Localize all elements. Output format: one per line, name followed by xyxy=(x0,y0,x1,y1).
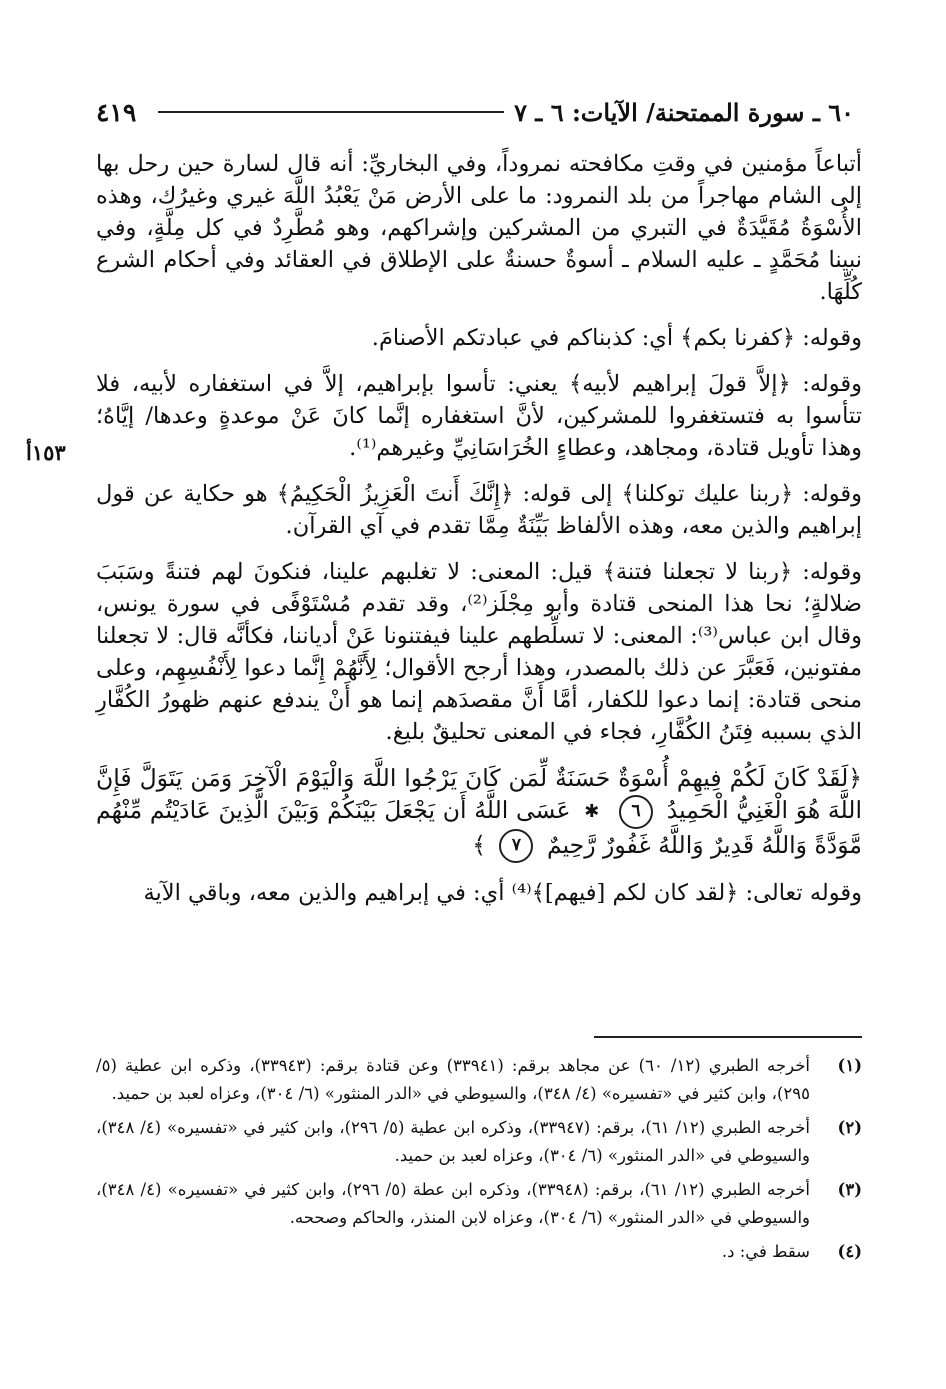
quran-verse xyxy=(96,762,862,863)
verse-text-7: عَسَى اللَّهُ أَن يَجْعَلَ بَيْنَكُمْ وَبَيْنَ الَّذِينَ عَادَيْتُم مِّنْهُم مَّوَدَّةً وَاللَّهُ قَدِيرٌ وَاللَّهُ غَفُورٌ رَّحِيمٌ xyxy=(96,796,862,859)
footnote-number: (٢) xyxy=(837,1118,862,1137)
footnote xyxy=(96,1052,862,1108)
manuscript-folio-marker: ١٥٣أ xyxy=(26,440,66,465)
footnote-number: (٣) xyxy=(837,1180,862,1199)
verse-text-6: ﴿لَقَدْ كَانَ لَكُمْ فِيهِمْ أُسْوَةٌ حَسَنَةٌ لِّمَن كَانَ يَرْجُوا اللَّهَ وَالْيَوْمَ الْآخِرَ وَمَن يَتَوَلَّ فَإِنَّ اللَّهَ هُوَ الْغَنِيُّ الْحَمِيدُ xyxy=(96,764,863,824)
paragraph: وقوله: ﴿إلاَّ قولَ إبراهيم لأبيه﴾ يعني: تأسوا بإبراهيم، إلاَّ في استغفاره لأبيه، فلا تتأسوا به فتستغفروا للمشركين، لأنَّ استغفاره إنَّما كانَ عَنْ موعدةٍ وعدها/ إيَّاهُ؛ وهذا تأويل قتادة، ومجاهد، وعطاءٍ الخُرَاسَانِيِّ وغيرهم⁽¹⁾. xyxy=(96,371,862,461)
footnote-text: أخرجه الطبري (١٢/ ٦٠) عن مجاهد برقم: (٣٣٩٤١) وعن قتادة برقم: (٣٣٩٤٣)، وذكره ابن عطية (٥/ ٢٩٥)، وابن كثير في «تفسيره» (٤/ ٣٤٨)، والسيوطي في «الدر المنثور» (٦/ ٣٠٤)، وعزاه لعبد بن حميد. xyxy=(96,1056,810,1103)
verse-number-marker: ٦ xyxy=(619,795,653,829)
footnote-number: (٤) xyxy=(837,1242,862,1261)
paragraph: وقوله: ﴿كفرنا بكم﴾ أي: كذبناكم في عبادتكم الأصنامَ. xyxy=(371,325,862,351)
verse-close-bracket: ﴾ xyxy=(472,830,486,859)
footnote-text: أخرجه الطبري (١٢/ ٦١)، برقم: (٣٣٩٤٧)، وذكره ابن عطية (٥/ ٢٩٦)، وابن كثير في «تفسيره» (٤/ ٣٤٨)، والسيوطي في «الدر المنثور» (٦/ ٣٠٤)، وعزاه لعبد بن حميد. xyxy=(96,1118,811,1165)
verse-separator-icon: ✱ xyxy=(584,800,600,822)
footnote-text: سقط في: د. xyxy=(721,1242,810,1261)
footnote xyxy=(96,1114,862,1170)
main-text xyxy=(96,148,862,923)
footnote xyxy=(96,1176,862,1232)
footnote-separator xyxy=(594,1036,862,1038)
footnote-number: (١) xyxy=(837,1056,862,1075)
paragraph: وقوله تعالى: ﴿لقد كان لكم [فيهم]﴾⁽⁴⁾ أي: في إبراهيم والذين معه، وباقي الآية xyxy=(143,880,862,906)
running-header xyxy=(96,92,854,132)
verse-number-marker: ٧ xyxy=(499,829,533,863)
footnote xyxy=(96,1238,862,1266)
paragraph: وقوله: ﴿ربنا عليك توكلنا﴾ إلى قوله: ﴿إِنَّكَ أَنتَ الْعَزِيزُ الْحَكِيمُ﴾ هو حكاية عن قول إبراهيم والذين معه، وهذه الألفاظ بَيِّنَةٌ مِمَّا تقدم في آي القرآن. xyxy=(96,481,862,539)
footnotes xyxy=(96,1052,862,1272)
page-number: ٤١٩ xyxy=(96,97,137,127)
footnote-text: أخرجه الطبري (١٢/ ٦١)، برقم: (٣٣٩٤٨)، وذكره ابن عطة (٥/ ٢٩٦)، وابن كثير في «تفسيره» (٤/ ٣٤٨)، والسيوطي في «الدر المنثور» (٦/ ٣٠٤)، وعزاه لابن المنذر، والحاكم وصححه. xyxy=(96,1180,811,1227)
header-rule xyxy=(158,111,504,113)
running-title: ٦٠ ـ سورة الممتحنة/ الآيات: ٦ ـ ٧ xyxy=(514,97,854,127)
paragraph: وقوله: ﴿ربنا لا تجعلنا فتنة﴾ قيل: المعنى: لا تغلبهم علينا، فنكونَ لهم فتنةً وسَبَبَ ضلالةٍ؛ نحا هذا المنحى قتادة وأبو مِجْلَز⁽²⁾، وقد تقدم مُسْتَوْفًى في سورة يونس، وقال ابن عباس⁽³⁾: المعنى: لا تسلِّطهم علينا فيفتنونا عَنْ أدياننا، فكأنَّه قال: لا تجعلنا مفتونين، فَعَبَّرَ عن ذلك بالمصدر، وهذا أرجح الأقوال؛ لِأَنَّهُمْ إِنَّما دعوا لِأَنْفُسِهِم، وعلى منحى قتادة: إنما دعوا للكفار، أمَّا أَنَّ مقصدَهم إنما هو أَنْ يندفع عنهم ظهورُ الكُفَّارِ الذي بسببه فِتَنُ الكُفَّارِ، فجاء في المعنى تحليقٌ بليغ. xyxy=(96,559,862,745)
paragraph: أتباعاً مؤمنين في وقتِ مكافحته نمروداً، وفي البخاريِّ: أنه قال لسارة حين رحل بها إلى الشام مهاجراً من بلد النمرود: ما على الأرض مَنْ يَعْبُدُ اللَّهَ غيري وغيرُك، وهذه الأُسْوَةُ مُقَيَّدَةٌ في التبري من المشركين وإشراكهم، وهو مُطَّرِدٌ في كل مِلَّةٍ، وفي نبينا مُحَمَّدٍ ـ عليه السلام ـ أسوةٌ حسنةٌ على الإطلاق في العقائد وفي أحكام الشرع كُلِّهَا. xyxy=(96,151,862,305)
